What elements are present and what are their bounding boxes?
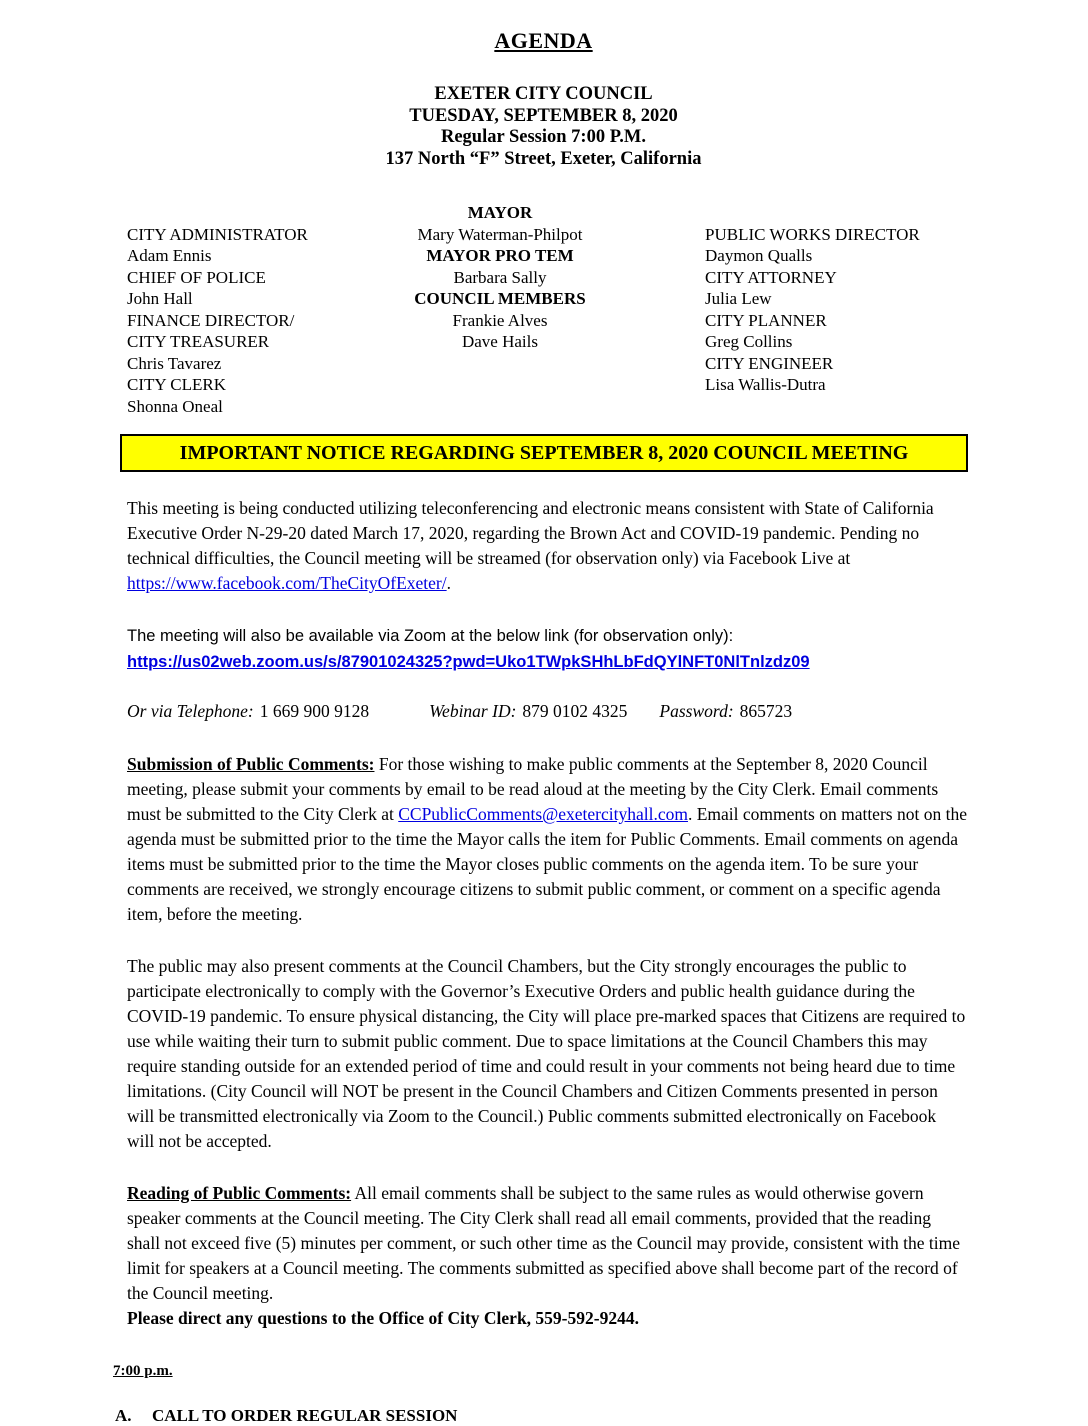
official-role: CITY CLERK [127,375,227,394]
council-name: EXETER CITY COUNCIL [434,84,653,104]
meeting-header [127,84,960,170]
official-role: CITY ADMINISTRATOR [127,224,308,244]
zoom-intro-text: The meeting will also be available via Zoom at the below link (for observation only): [127,627,734,645]
official-name: Chris Tavarez [127,353,222,373]
submission-text-before: For those wishing to make public comments at the September 8, 2020 Council meeting, please submit your comments by email to be read aloud at the meeting by the City Clerk. Email comments must be submitted to the City Clerk at [127,754,939,824]
officials-right-column [705,202,965,396]
official-name: Lisa Wallis-Dutra [705,375,826,394]
webinar-id-label: Webinar ID: [429,701,517,721]
submission-heading: Submission of Public Comments: [127,754,375,774]
official-name: Greg Collins [705,332,793,351]
official-name: Shonna Oneal [127,396,223,416]
in-person-comments-text: The public may also present comments at the Council Chambers, but the City strongly encourages the public to participate electronically to comply with the Governor’s Executive Orders and public health guidance during the COVID-19 pandemic. To ensure physical distancing, the City will place pre-marked spaces that Citizens are required to use while waiting their turn to submit public comment. Due to space limitations at the Council Chambers this may require standing outside for an extended period of time and could result in your comments not being heard due to time limitations. (City Council will NOT be present in the Council Chambers and Citizen Comments presented in person will be transmitted electronically via Zoom to the Council.) Public comments submitted electronically on Facebook will not be accepted. [127,956,966,1151]
teleconference-paragraph [127,496,967,596]
teleconference-text: This meeting is being conducted utilizing teleconferencing and electronic means consistent with State of California Executive Order N-29-20 dated March 17, 2020, regarding the Brown Act and COVID-19 pandemic. Pending no technical difficulties, the Council meeting will be streamed (for observation only) via Facebook Live at [127,498,934,568]
official-name: Dave Hails [461,332,538,351]
official-role: CITY PLANNER [705,310,827,330]
official-name: Barbara Sally [453,267,547,287]
official-name: Daymon Qualls [705,246,813,265]
telephone-number: 1 669 900 9128 [259,701,370,721]
official-name: Julia Lew [705,289,772,308]
important-notice-banner [120,434,968,472]
telephone-label: Or via Telephone: [127,701,254,721]
officials-roster [127,202,960,414]
questions-contact-line: Please direct any questions to the Office of City Clerk, 559-592-9244. [127,1308,639,1328]
agenda-item-title: CALL TO ORDER REGULAR SESSION [152,1406,458,1425]
telephone-access-line [127,701,967,722]
session-time: Regular Session 7:00 P.M. [440,127,647,147]
facebook-live-link[interactable]: https://www.facebook.com/TheCityOfExeter/ [127,573,447,593]
teleconference-period: . [446,573,451,593]
official-role: CITY TREASURER [127,332,270,351]
official-role: MAYOR PRO TEM [426,246,574,265]
zoom-meeting-link[interactable]: https://us02web.zoom.us/s/87901024325?pwd=Uko1TWpkSHhLbFdQYlNFT0NlTnlzdz09 [127,653,810,671]
password-value: 865723 [739,701,793,721]
public-comments-email-link[interactable]: CCPublicComments@exetercityhall.com [398,804,688,824]
important-notice-text: IMPORTANT NOTICE REGARDING SEPTEMBER 8, 2020 COUNCIL MEETING [179,441,909,464]
official-role: COUNCIL MEMBERS [414,289,586,308]
session-start-time: 7:00 p.m. [113,1363,173,1379]
submission-text-after: . Email comments on matters not on the agenda must be submitted prior to the time the Mayor calls the item for Public Comments. Email comments on agenda items must be submitted prior to the time the Mayor closes public comments on the agenda item. To be sure your comments are received, we strongly encourage citizens to submit public comment, or comment on a specific agenda item, before the meeting. [127,804,967,924]
document-title: AGENDA [494,28,593,53]
reading-heading: Reading of Public Comments: [127,1183,352,1203]
official-role: FINANCE DIRECTOR/ [127,310,295,330]
meeting-address: 137 North “F” Street, Exeter, California [385,148,702,169]
official-role: CITY ENGINEER [705,353,834,373]
reading-body-text: All email comments shall be subject to the same rules as would otherwise govern speaker comments at the Council meeting. The City Clerk shall read all email comments, provided that the reading shall not exceed five (5) minutes per comment, or such other time as the Council may provide, consistent with the time limit for speakers at a Council meeting. The comments submitted as specified above shall become part of the record of the Council meeting. [127,1183,960,1303]
official-name: Mary Waterman-Philpot [417,224,583,244]
reading-comments-paragraph [127,1181,967,1331]
agenda-item-letter: A. [115,1406,132,1425]
official-role: PUBLIC WORKS DIRECTOR [705,224,920,244]
official-role: CITY ATTORNEY [705,267,837,287]
submission-paragraph [127,752,967,927]
official-name: John Hall [127,289,193,308]
official-role: MAYOR [467,203,533,222]
official-name: Frankie Alves [452,310,548,330]
webinar-id-value: 879 0102 4325 [522,701,628,721]
zoom-availability-block [127,623,967,675]
officials-middle-column [335,202,665,353]
official-name: Adam Ennis [127,246,212,265]
meeting-date: TUESDAY, SEPTEMBER 8, 2020 [409,105,678,126]
password-label: Password: [659,701,734,721]
agenda-item-a [115,1406,960,1426]
in-person-comments-paragraph [127,954,967,1154]
official-role: CHIEF OF POLICE [127,267,266,287]
